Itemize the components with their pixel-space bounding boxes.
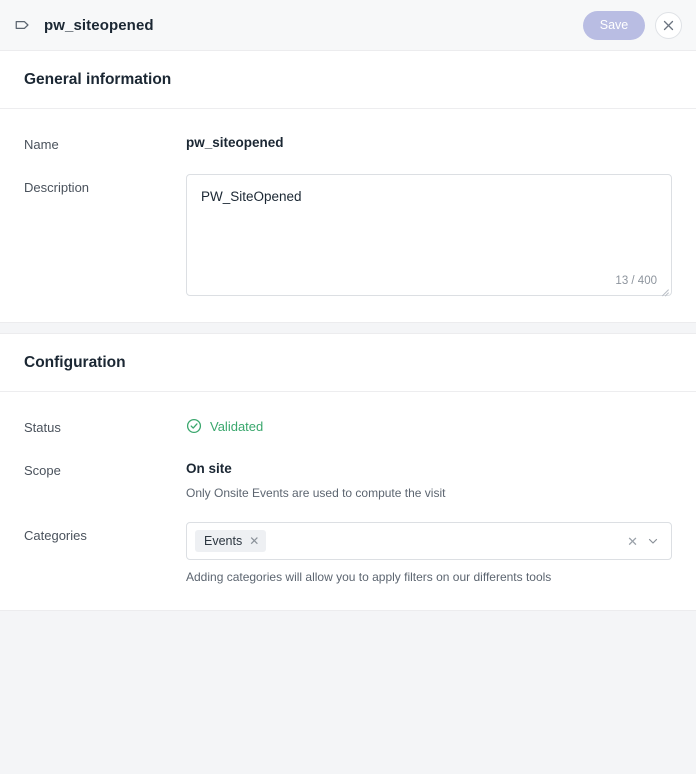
categories-select[interactable]	[186, 522, 672, 560]
name-value: pw_siteopened	[186, 135, 284, 150]
chevron-down-icon[interactable]	[647, 535, 665, 547]
close-icon	[663, 20, 674, 31]
status-value: Validated	[210, 418, 264, 434]
categories-label: Categories	[24, 528, 87, 543]
description-char-count: 13 / 400	[615, 275, 657, 287]
scope-helper-text: Only Onsite Events are used to compute the visit	[186, 486, 446, 500]
save-button[interactable]: Save	[583, 11, 645, 40]
header-actions	[583, 11, 682, 40]
scope-label: Scope	[24, 463, 61, 478]
status-label: Status	[24, 420, 61, 435]
panel-header	[0, 0, 696, 50]
description-textarea-wrap	[186, 174, 672, 296]
general-information-body	[0, 109, 696, 322]
general-information-header	[0, 51, 696, 109]
category-chip-label: Events	[204, 534, 243, 548]
categories-field-wrap	[186, 522, 672, 584]
configuration-card	[0, 333, 696, 611]
configuration-title: Configuration	[24, 354, 126, 371]
status-value-wrap	[186, 414, 672, 434]
close-button[interactable]	[655, 12, 682, 39]
status-row	[24, 398, 672, 441]
scope-value: On site	[186, 461, 232, 476]
check-circle-icon	[186, 418, 202, 434]
configuration-body	[0, 392, 696, 610]
general-information-title: General information	[24, 71, 172, 88]
scope-row	[24, 441, 672, 506]
description-label: Description	[24, 180, 90, 195]
page-title: pw_siteopened	[44, 16, 154, 34]
status-badge	[186, 414, 672, 434]
description-field-wrap	[186, 174, 672, 296]
description-row	[24, 158, 672, 302]
description-input[interactable]	[187, 175, 671, 295]
chip-remove-icon[interactable]: ✕	[249, 534, 260, 548]
categories-helper-text: Adding categories will allow you to apply filters on our differents tools	[186, 570, 552, 584]
tag-icon	[14, 16, 32, 34]
name-value-wrap	[186, 131, 672, 150]
general-information-card	[0, 50, 696, 323]
category-chip[interactable]	[195, 530, 266, 552]
categories-row	[24, 506, 672, 590]
clear-icon[interactable]: ✕	[627, 533, 638, 549]
configuration-header	[0, 334, 696, 392]
header-left	[14, 16, 583, 34]
name-row	[24, 115, 672, 158]
name-label: Name	[24, 137, 59, 152]
scope-value-wrap	[186, 457, 672, 500]
